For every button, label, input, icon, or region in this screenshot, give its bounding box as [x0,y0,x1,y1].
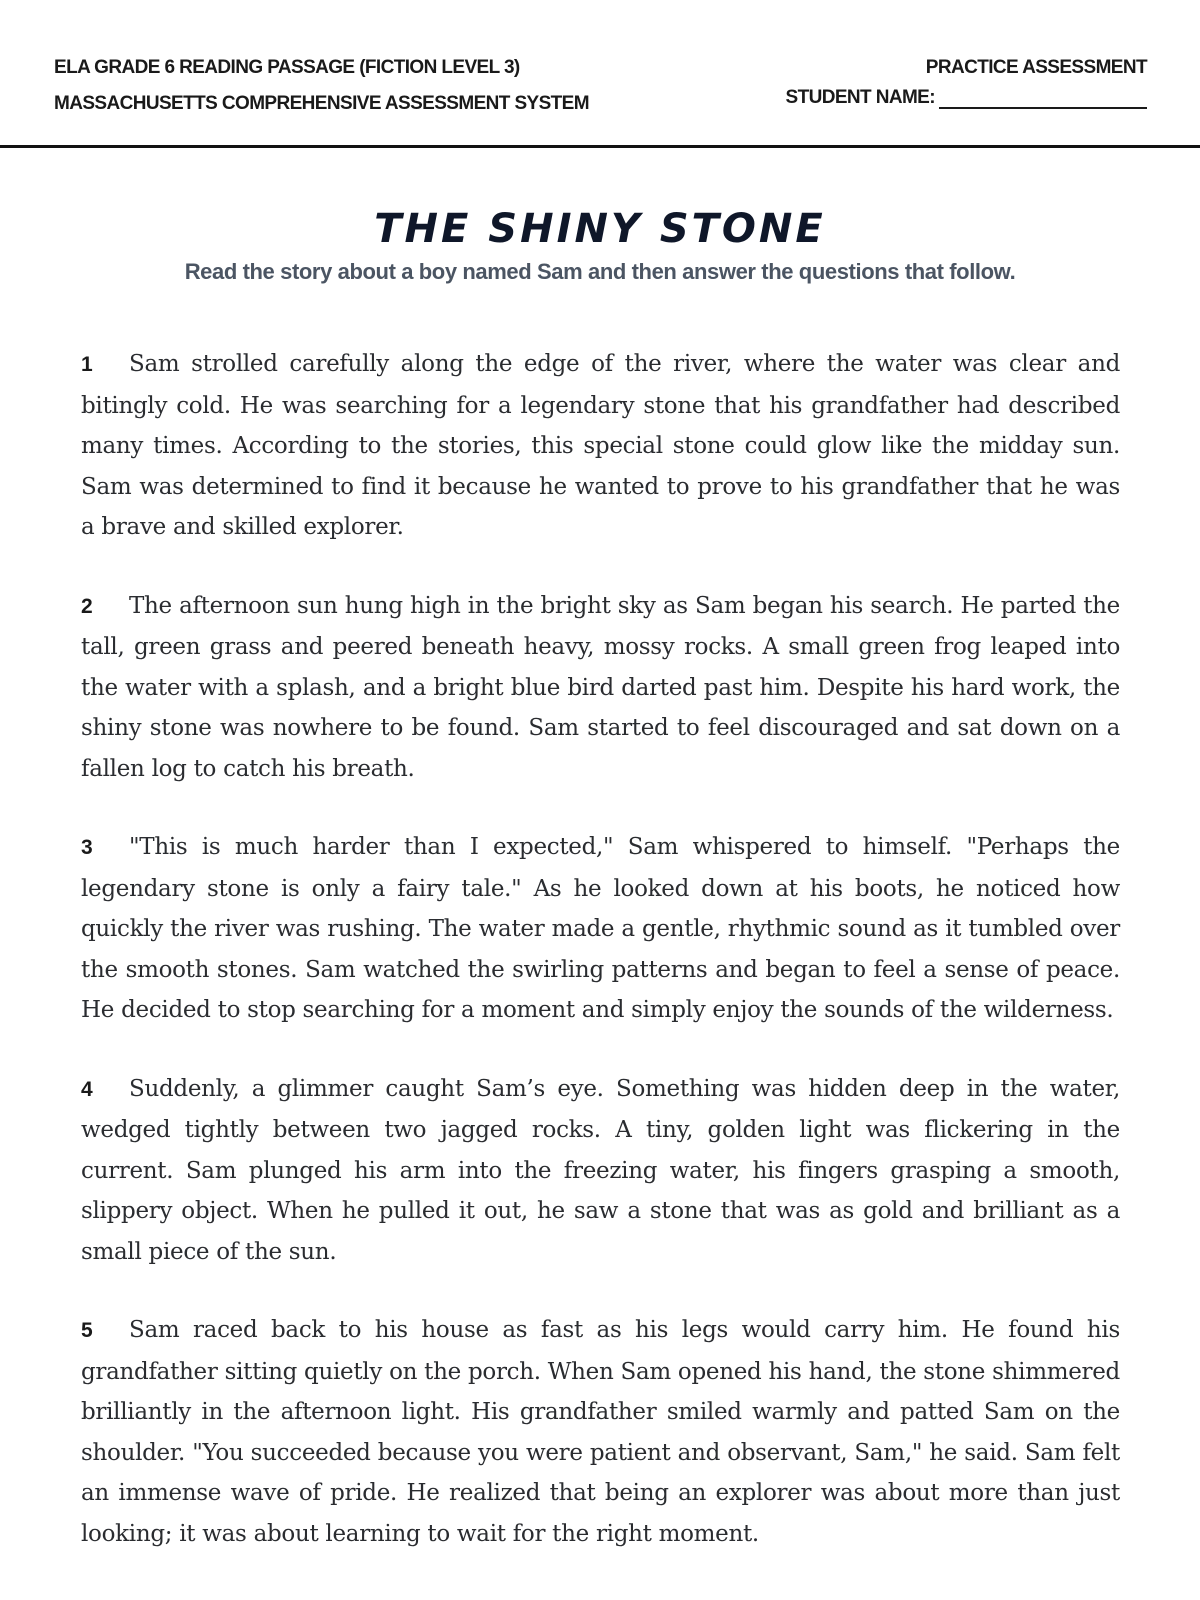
paragraph-number: 4 [81,1077,93,1101]
student-name-row [786,87,1147,109]
paragraph-number: 2 [81,594,93,618]
paragraph-number: 1 [81,353,93,376]
student-name-field[interactable] [939,89,1147,109]
paragraph [81,1069,1120,1273]
paragraph-text: Sam raced back to his house as fast as his legs would carry him. He found his grandfather sitting quietly on the porch. When Sam opened his hand, the stone shimmered brilliantly in the afternoon light. His grandfather smiled warmly and patted Sam on the shoulder. "You succeeded because you were patient and observant, Sam," he said. Sam felt an immense wave of pride. He realized that being an explorer was about more than just looking; it was about learning to wait for the right moment. [81,1317,1120,1547]
header-practice-label: PRACTICE ASSESSMENT [925,57,1147,78]
paragraph-text: Sam strolled carefully along the edge of the river, where the water was clear and bitingly cold. He was searching for a legendary stone that his grandfather had described many times. According to the stories, this special stone could glow like the midday sun. Sam was determined to find it because he wanted to prove to his grandfather that he was a brave and skilled explorer. [81,351,1120,540]
paragraph [81,344,1120,548]
passage-body [81,344,1120,1592]
paragraph [81,827,1120,1031]
student-name-label: STUDENT NAME: [785,87,935,108]
header-grade-label: ELA GRADE 6 READING PASSAGE (FICTION LEVEL 3) [54,57,520,78]
paragraph [81,586,1120,790]
passage-title: THE SHINY STONE [374,206,826,252]
paragraph-text: The afternoon sun hung high in the bright sky as Sam began his search. He parted the tall, green grass and peered beneath heavy, mossy rocks. A small green frog leaped into the water with a splash, and a bright blue bird darted past him. Despite his hard work, the shiny stone was nowhere to be found. Sam started to feel discouraged and sat down on a fallen log to catch his breath. [81,592,1120,782]
paragraph [81,1310,1120,1554]
header-assessment-system: MASSACHUSETTS COMPREHENSIVE ASSESSMENT SYSTEM [54,93,589,114]
paragraph-number: 5 [81,1319,93,1342]
paragraph-number: 3 [81,836,93,859]
page-header [0,0,1200,148]
passage-instructions: Read the story about a boy named Sam and then answer the questions that follow. [184,259,1016,284]
paragraph-text: Suddenly, a glimmer caught Sam’s eye. Something was hidden deep in the water, wedged tightly between two jagged rocks. A tiny, golden light was flickering in the current. Sam plunged his arm into the freezing water, his fingers grasping a smooth, slippery object. When he pulled it out, he saw a stone that was as gold and brilliant as a small piece of the sun. [81,1075,1120,1265]
paragraph-text: "This is much harder than I expected," Sam whispered to himself. "Perhaps the legendary stone is only a fairy tale." As he looked down at his boots, he noticed how quickly the river was rushing. The water made a gentle, rhythmic sound as it tumbled over the smooth stones. Sam watched the swirling patterns and began to feel a sense of peace. He decided to stop searching for a moment and simply enjoy the sounds of the wilderness. [81,834,1120,1023]
